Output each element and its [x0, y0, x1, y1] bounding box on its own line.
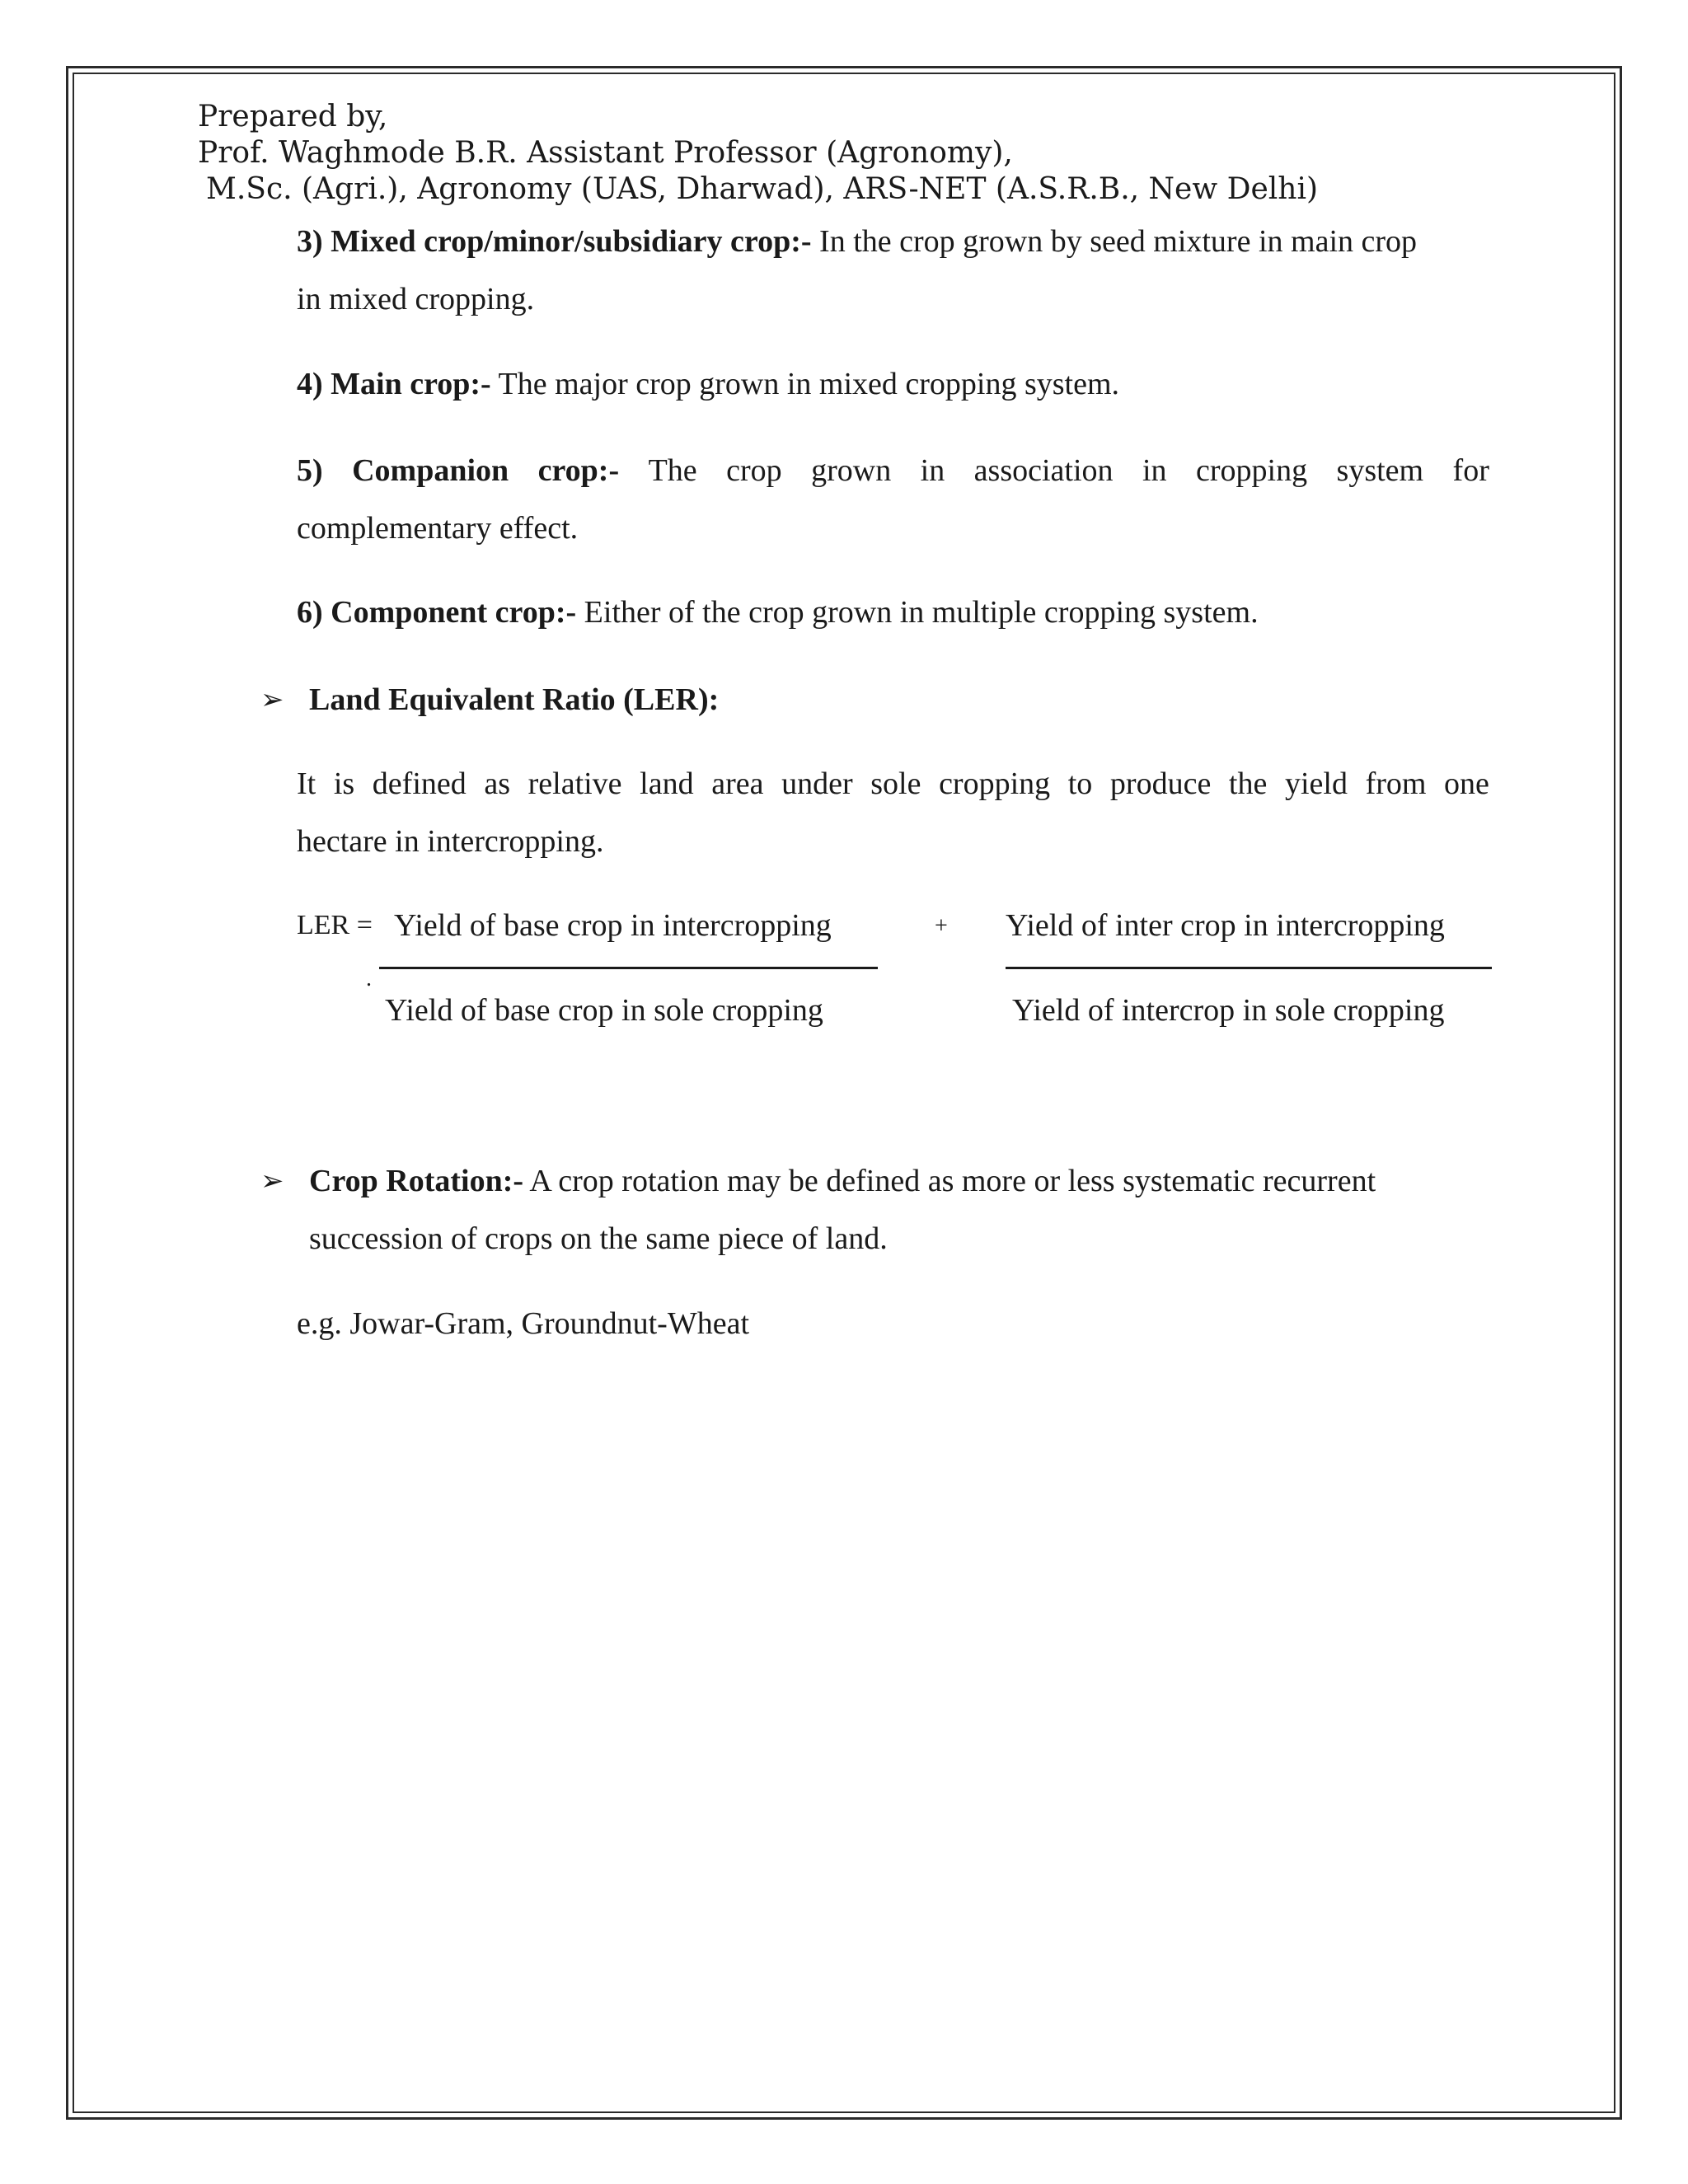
ler-def-word: It: [297, 766, 316, 801]
header-author: Prof. Waghmode B.R. Assistant Professor (Agronomy),: [198, 136, 1013, 170]
definition-text-word: for: [1452, 453, 1489, 488]
definition-text-word: in: [1142, 453, 1167, 488]
definition-text-word: in: [920, 453, 945, 488]
ler-def-word: is: [333, 766, 355, 801]
formula-dot: .: [366, 966, 372, 991]
formula-fraction1-numerator: Yield of base crop in intercropping: [394, 908, 832, 943]
definition-text: In the crop grown by seed mixture in main crop: [811, 224, 1418, 259]
definition-text: The major crop grown in mixed cropping system.: [490, 367, 1120, 401]
definition-text: Either of the crop grown in multiple cropping system.: [576, 595, 1259, 630]
definition-term: Crop Rotation:-: [309, 1164, 524, 1198]
definition-text-word: cropping: [1196, 453, 1308, 488]
formula-fraction1-bar: [379, 967, 878, 969]
bullet-arrow-icon: ➢: [260, 1165, 284, 1197]
formula-fraction2-denominator: Yield of intercrop in sole cropping: [1012, 993, 1445, 1028]
ler-def-word: defined: [372, 766, 467, 801]
ler-def-word: from: [1365, 766, 1427, 801]
ler-def-word: land: [640, 766, 694, 801]
definition-companion-crop: [297, 452, 1489, 490]
ler-def-word: cropping: [939, 766, 1051, 801]
definition-term: 6) Component crop:-: [297, 595, 577, 630]
ler-def-word: the: [1228, 766, 1268, 801]
definition-term: 4) Main crop:-: [297, 367, 491, 401]
ler-def-word: one: [1444, 766, 1489, 801]
definition-text: A crop rotation may be defined as more or less systematic recurrent: [523, 1164, 1376, 1198]
definition-mixed-crop-cont: in mixed cropping.: [297, 282, 535, 316]
formula-fraction2-numerator: Yield of inter crop in intercropping: [1006, 908, 1445, 943]
section-heading-ler: Land Equivalent Ratio (LER):: [309, 682, 720, 717]
definition-text-word: The: [648, 453, 697, 488]
ler-def-word: yield: [1284, 766, 1348, 801]
definition-text-word: system: [1336, 453, 1424, 488]
formula-plus: +: [935, 913, 948, 939]
header-prepared-by: Prepared by,: [198, 100, 388, 134]
definition-term-word: 5): [297, 453, 323, 488]
definition-companion-crop-cont: complementary effect.: [297, 511, 579, 546]
formula-lhs: LER =: [297, 910, 373, 940]
formula-fraction1-denominator: Yield of base crop in sole cropping: [385, 993, 823, 1028]
definition-text-word: grown: [811, 453, 892, 488]
crop-rotation-definition-cont: succession of crops on the same piece of land.: [309, 1221, 888, 1256]
ler-definition: [297, 765, 1489, 803]
ler-def-word: as: [484, 766, 511, 801]
definition-main-crop: [297, 365, 1119, 403]
ler-def-word: under: [781, 766, 853, 801]
header-qualifications: M.Sc. (Agri.), Agronomy (UAS, Dharwad), ARS-NET (A.S.R.B., New Delhi): [206, 172, 1319, 206]
ler-def-word: to: [1067, 766, 1093, 801]
ler-def-word: area: [711, 766, 764, 801]
ler-def-word: relative: [528, 766, 622, 801]
crop-rotation-example: e.g. Jowar-Gram, Groundnut-Wheat: [297, 1306, 749, 1341]
bullet-arrow-icon: ➢: [260, 683, 284, 716]
definition-component-crop: [297, 593, 1259, 631]
ler-def-word: produce: [1109, 766, 1212, 801]
definition-term-word: crop:-: [537, 453, 620, 488]
ler-definition-cont: hectare in intercropping.: [297, 824, 604, 859]
definition-mixed-crop: [297, 223, 1417, 260]
definition-term: 3) Mixed crop/minor/subsidiary crop:-: [297, 224, 812, 259]
definition-term-word: Companion: [352, 453, 509, 488]
crop-rotation-definition: [309, 1162, 1376, 1200]
definition-text-word: association: [973, 453, 1114, 488]
ler-def-word: sole: [870, 766, 921, 801]
formula-fraction2-bar: [1006, 967, 1492, 969]
definition-text-word: crop: [726, 453, 782, 488]
